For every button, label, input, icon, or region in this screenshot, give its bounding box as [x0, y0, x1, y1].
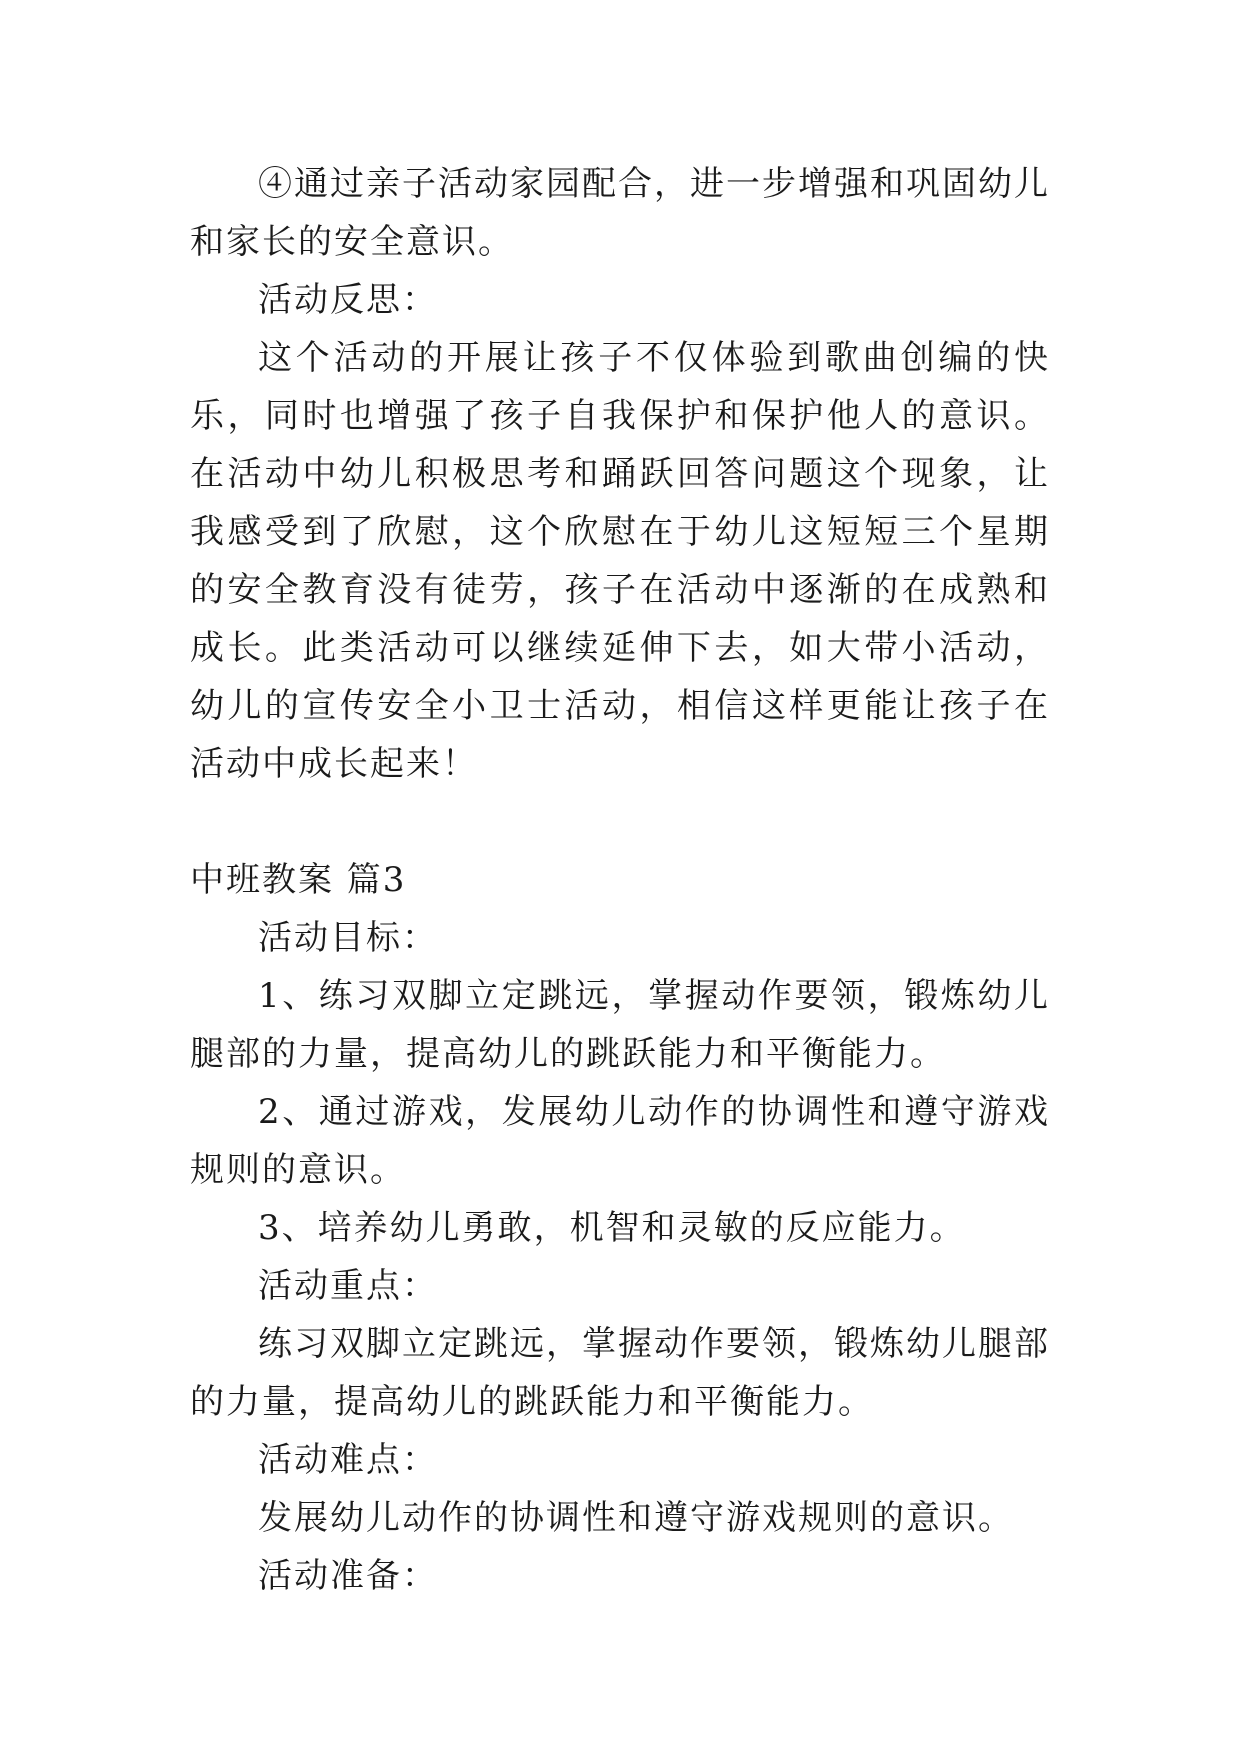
paragraph: 1、练习双脚立定跳远，掌握动作要领，锻炼幼儿腿部的力量，提高幼儿的跳跃能力和平衡能力。: [190, 976, 1050, 1074]
paragraph: 这个活动的开展让孩子不仅体验到歌曲创编的快乐，同时也增强了孩子自我保护和保护他人的意识。在活动中幼儿积极思考和踊跃回答问题这个现象，让我感受到了欣慰，这个欣慰在于幼儿这短短三个星期的安全教育没有徒劳，孩子在活动中逐渐的在成熟和成长。此类活动可以继续延伸下去，如大带小活动，幼儿的宣传安全小卫士活动，相信这样更能让孩子在活动中成长起来！: [190, 338, 1050, 784]
heading-activity-preparation: 活动准备：: [258, 1556, 438, 1596]
paragraph: 练习双脚立定跳远，掌握动作要领，锻炼幼儿腿部的力量，提高幼儿的跳跃能力和平衡能力。: [190, 1324, 1050, 1422]
section-title: 中班教案 篇3: [190, 860, 407, 900]
paragraph: ④通过亲子活动家园配合，进一步增强和巩固幼儿和家长的安全意识。: [190, 164, 1050, 262]
paragraph: 2、通过游戏，发展幼儿动作的协调性和遵守游戏规则的意识。: [190, 1092, 1050, 1190]
section-spacer: [190, 793, 1050, 851]
paragraph: 3、培养幼儿勇敢，机智和灵敏的反应能力。: [258, 1208, 966, 1248]
heading-activity-goals: 活动目标：: [258, 918, 438, 958]
document-page: [190, 155, 1050, 1605]
heading-activity-focus: 活动重点：: [258, 1266, 438, 1306]
paragraph: 发展幼儿动作的协调性和遵守游戏规则的意识。: [258, 1498, 1014, 1538]
heading-activity-difficulty: 活动难点：: [258, 1440, 438, 1480]
heading-activity-reflection: 活动反思：: [258, 280, 438, 320]
